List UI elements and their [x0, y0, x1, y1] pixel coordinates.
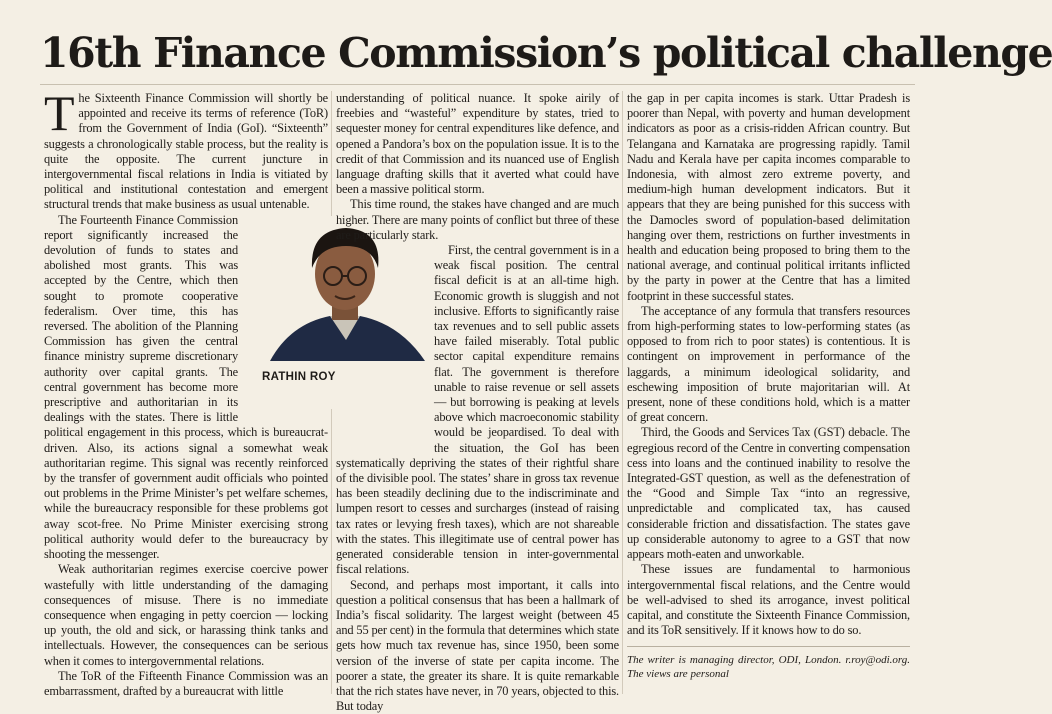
headline: 16th Finance Commission’s political challenge	[40, 28, 920, 78]
paragraph: the gap in per capita incomes is stark. Uttar Pradesh is poorer than Nepal, with poverty and human development indicators as poor as a crisis-ridden African country. But Telangana and Karnataka are progressing rapidly. Tamil Nadu and Kerala have per capita incomes comparable to Indonesia, with almost zero extreme poverty, and medium-high human development indicators. But it appears that they are being punished for this success with the Damocles sword of population-based delimitation hanging over them, restrictions on further investments in health and education being proposed to bring them to the national average, and continual political irritants inflicted by the party in power at the Centre that has a limited footprint in these successful states.	[627, 91, 910, 304]
paragraph: understanding of political nuance. It spoke airily of freebies and “wasteful” expenditure by states, tried to sequester money for central expenditures like defence, and opened a Pandora’s box on the population issue. It is to the credit of that Commission and its nuanced use of English language drafting skills that it averted what could have been a massive political storm.	[336, 91, 619, 197]
author-footnote: The writer is managing director, ODI, London. r.roy@odi.org. The views are personal	[627, 653, 910, 681]
paragraph: The acceptance of any formula that transfers resources from high-performing states to low-performing states (as opposed to from rich to poor states) is contentious. It is contingent on improvement in performance of the laggards, a minimum ideological solidarity, and eschewing imposition of brute majoritarian will. At present, none of these conditions hold, which is a matter of great concern.	[627, 304, 910, 426]
column-3	[627, 91, 910, 681]
paragraph: Second, and perhaps most important, it calls into question a political consensus that has been a hallmark of India’s fiscal solidarity. The largest weight (between 45 and 55 per cent) in the formula that determines which state gets how much tax revenue has, since 1950, been some version of the inverse of state per capita income. The poorer a state, the greater its share. It is quite remarkable that the rich states have never, in 70 years, objected to this. But today	[336, 578, 619, 714]
paragraph: RATHIN ROY The Fourteenth Finance Commission report significantly increased the devolution of funds to states and abolished most grants. This was accepted by the Centre, which then sought to promote cooperative federalism. Over time, this has reversed. The abolition of the Planning Commission has given the central finance ministry supreme discretionary authority over capital grants. The central government has become more prescriptive and authoritarian in its dealings with the states. There is little political engagement in this process, which is bureaucrat-driven. Also, its actions signal a somewhat weak authoritarian regime. This signal was recently reinforced by the transfer of government audit officials who pointed out problems in the Prime Minister’s pet welfare schemes, while the bureaucracy responsible for these problems got away scot-free. No Prime Minister exercising strong political authority would defer to the bureaucracy by shooting the messenger.	[44, 213, 328, 563]
column-1	[44, 91, 328, 699]
headline-rule	[40, 84, 915, 85]
author-name: RATHIN ROY	[248, 370, 336, 385]
column-2	[336, 91, 619, 714]
paragraph: The ToR of the Fifteenth Finance Commission was an embarrassment, drafted by a bureaucrat with little	[44, 669, 328, 699]
paragraph: This time round, the stakes have changed and are much higher. There are many points of conflict but three of these are particularly stark.	[336, 197, 619, 243]
paragraph: First, the central government is in a weak fiscal position. The central fiscal deficit is at an all-time high. Economic growth is sluggish and not inclusive. Efforts to significantly raise tax revenues and to sell public assets have failed miserably. Total public sector capital expenditure remains flat. The government is therefore unable to raise revenue or sell assets — but borrowing is peaking at levels above which macroeconomic stability would be jeopardised. To deal with the situation, the GoI has been systematically depriving the states of their rightful share of the divisible pool. The states’ share in gross tax revenue has been steadily declining due to the indiscriminate and lumpen resort to cesses and surcharges (instead of raising tax rates or levying fresh taxes), which are not shareable with the states. This illegitimate use of central power has generated considerable tension in inter-governmental fiscal relations.	[336, 243, 619, 577]
column-divider	[622, 91, 623, 694]
paragraph: These issues are fundamental to harmonious intergovernmental fiscal relations, and the Centre would be well-advised to shed its arrogance, invest political capital, and constitute the Sixteenth Finance Commission, and its ToR sensitively. If it knows how to do so.	[627, 562, 910, 638]
paragraph: Weak authoritarian regimes exercise coercive power wastefully with little understanding of the damaging consequences of misuse. There is no immediate consequence when engaging in petty coercion — locking up youth, the old and sick, or harassing think tanks and intellectuals. However, the consequences can be serious when it comes to intergovernmental relations.	[44, 562, 328, 668]
paragraph: The Sixteenth Finance Commission will shortly be appointed and receive its terms of reference (ToR) from the Government of India (GoI). “Sixteenth” suggests a chronologically stable process, but the reality is quite the opposite. The current juncture in intergovernmental fiscal relations in India is vitiated by political and institutional contestation and emergent structural trends that make business as usual untenable.	[44, 91, 328, 213]
drop-cap: T	[44, 93, 74, 133]
photo-space	[336, 247, 428, 440]
footnote-rule	[627, 646, 910, 647]
paragraph: Third, the Goods and Services Tax (GST) debacle. The egregious record of the Centre in converting compensation cess into loans and the continued inability to resolve the Integrated-GST question, as well as the defenestration of the “Good and Simple Tax “into an regressive, unpredictable and complicated tax, has caused considerable friction and dissatisfaction. The states gave up considerable autonomy to agree to a GST that now appears moth-eaten and unworkable.	[627, 425, 910, 562]
